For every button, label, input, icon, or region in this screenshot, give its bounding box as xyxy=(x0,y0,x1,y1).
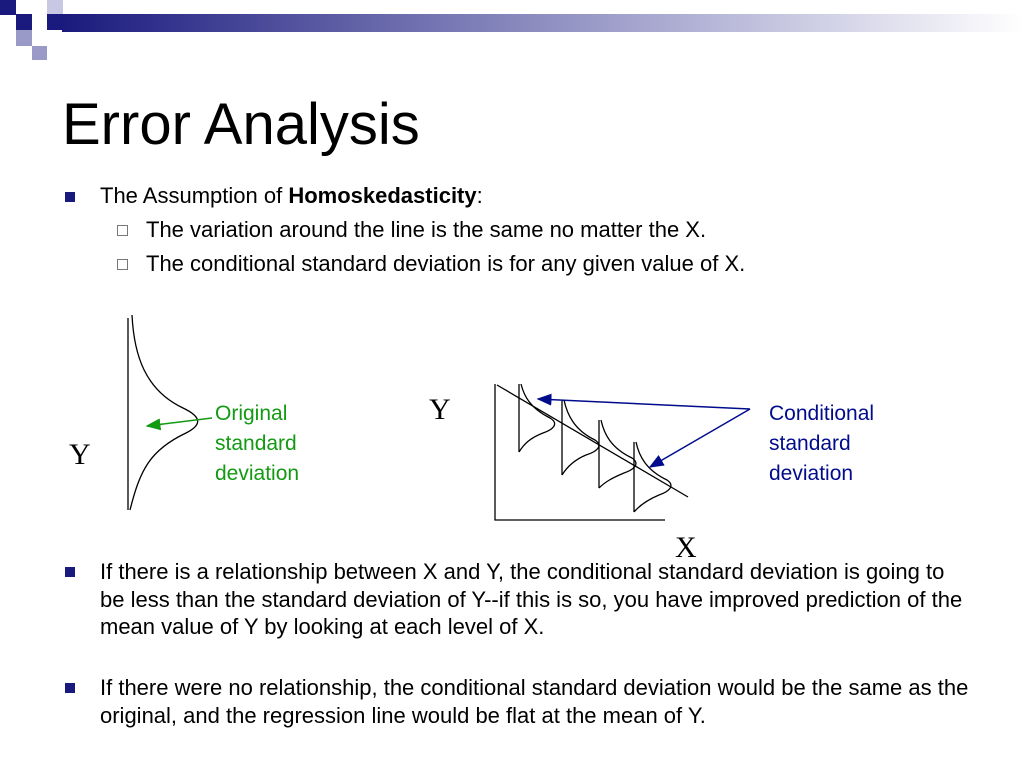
original-sd-label-line: Original xyxy=(215,402,288,425)
slide-title: Error Analysis xyxy=(62,92,420,157)
original-distribution-curve xyxy=(130,315,198,510)
bullet-marker xyxy=(65,192,75,202)
conditional-sd-label-line: standard xyxy=(769,432,851,455)
conditional-distribution-curve-3 xyxy=(599,420,636,488)
bullet-bold-term: Homoskedasticity xyxy=(288,183,477,208)
right-y-axis-label: Y xyxy=(429,393,451,426)
conditional-sd-arrow-2 xyxy=(650,409,750,467)
bullet-marker xyxy=(65,683,75,693)
conditional-sd-label-line: deviation xyxy=(769,462,854,485)
sub-bullet-marker xyxy=(117,225,128,236)
bullet-marker xyxy=(65,567,75,577)
conditional-distribution-curve-1 xyxy=(519,384,555,452)
sub-bullet-conditional: The conditional standard deviation is for any given value of X. xyxy=(146,251,746,276)
right-x-axis-label: X xyxy=(675,531,697,564)
conditional-sd-label-line: Conditional xyxy=(769,402,875,425)
original-sd-label-line: standard xyxy=(215,432,297,455)
original-sd-label-line: deviation xyxy=(215,462,300,485)
conditional-distribution-curve-2 xyxy=(562,400,599,475)
bullet-relationship: If there is a relationship between X and Y, the conditional standard deviation is going to be less than the standard deviation of Y--if this is so, you have improved prediction of the mean value of Y by looking at each level of X. xyxy=(100,559,963,639)
sub-bullet-marker xyxy=(117,259,128,270)
sub-bullet-variation: The variation around the line is the same no matter the X. xyxy=(146,217,707,242)
conditional-sd-arrow-1 xyxy=(538,399,750,409)
bullet-homoskedasticity xyxy=(100,184,483,208)
header-decoration xyxy=(0,0,1024,60)
bullet-suffix: : xyxy=(476,183,483,208)
original-sd-label xyxy=(215,399,299,489)
conditional-distribution-curve-4 xyxy=(634,442,671,512)
bullet-no-relationship: If there were no relationship, the conditional standard deviation would be the same as the original, and the regression line would be flat at the mean of Y. xyxy=(100,675,969,728)
left-y-axis-label: Y xyxy=(69,438,91,471)
bullet-prefix: The Assumption of xyxy=(100,183,289,208)
original-sd-arrow xyxy=(147,418,212,426)
conditional-sd-label xyxy=(769,399,874,489)
